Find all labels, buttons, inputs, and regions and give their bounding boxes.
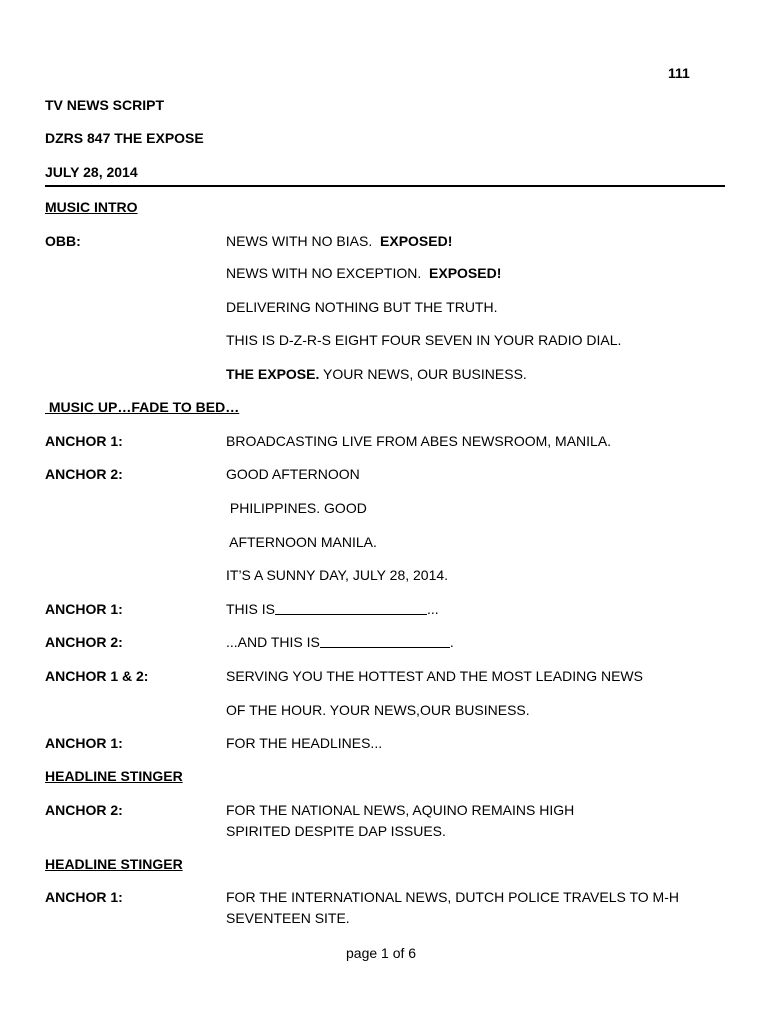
label-obb: OBB:	[45, 233, 81, 249]
line-good-afternoon-2: PHILIPPINES. GOOD	[226, 500, 367, 516]
obb-line-1	[226, 232, 452, 250]
script-type: TV NEWS SCRIPT	[45, 97, 165, 113]
and-this-is-text: ...AND THIS IS	[226, 634, 320, 650]
label-anchor1: ANCHOR 1:	[45, 735, 123, 751]
obb-line-1-text: NEWS WITH NO BIAS.	[226, 233, 381, 249]
line-international-2: SEVENTEEN SITE.	[226, 910, 350, 926]
line-sunny-day: IT’S A SUNNY DAY, JULY 28, 2014.	[226, 567, 449, 583]
line-national-2: SPIRITED DESPITE DAP ISSUES.	[226, 823, 446, 839]
label-anchor1: ANCHOR 1:	[45, 601, 123, 617]
name-blank	[275, 600, 427, 615]
and-this-is-end: .	[449, 634, 454, 650]
line-national-1: FOR THE NATIONAL NEWS, AQUINO REMAINS HIGH	[226, 802, 575, 818]
name-blank	[320, 633, 450, 648]
this-is-text: THIS IS	[226, 601, 276, 617]
obb-line-5-text: YOUR NEWS, OUR BUSINESS.	[319, 366, 527, 382]
obb-line-3: DELIVERING NOTHING BUT THE TRUTH.	[226, 299, 498, 315]
line-and-this-is	[226, 633, 454, 651]
line-headlines: FOR THE HEADLINES...	[226, 735, 383, 751]
line-good-afternoon-1: GOOD AFTERNOON	[226, 466, 360, 482]
line-serving-2: OF THE HOUR. YOUR NEWS,OUR BUSINESS.	[226, 702, 530, 718]
label-anchor2: ANCHOR 2:	[45, 802, 123, 818]
page-number-top: 111	[668, 65, 690, 81]
cue-music-up: MUSIC UP…FADE TO BED…	[45, 399, 240, 415]
label-anchor1: ANCHOR 1:	[45, 433, 123, 449]
cue-headline-stinger: HEADLINE STINGER	[45, 768, 183, 784]
script-date: JULY 28, 2014	[45, 164, 138, 180]
this-is-end: ...	[427, 601, 439, 617]
label-anchor2: ANCHOR 2:	[45, 466, 123, 482]
label-anchor-1-and-2: ANCHOR 1 & 2:	[45, 668, 149, 684]
obb-line-4: THIS IS D-Z-R-S EIGHT FOUR SEVEN IN YOUR RADIO DIAL.	[226, 332, 622, 348]
obb-line-2-text: NEWS WITH NO EXCEPTION.	[226, 265, 430, 281]
cue-headline-stinger: HEADLINE STINGER	[45, 856, 183, 872]
obb-line-1-bold: EXPOSED!	[380, 233, 453, 249]
obb-line-2	[226, 264, 501, 282]
obb-line-5	[226, 365, 527, 383]
label-anchor1: ANCHOR 1:	[45, 889, 123, 905]
obb-line-2-bold: EXPOSED!	[429, 265, 502, 281]
line-serving-1: SERVING YOU THE HOTTEST AND THE MOST LEADING NEWS	[226, 668, 643, 684]
label-anchor2: ANCHOR 2:	[45, 634, 123, 650]
page-footer: page 1 of 6	[346, 945, 417, 961]
line-broadcasting: BROADCASTING LIVE FROM ABES NEWSROOM, MANILA.	[226, 433, 612, 449]
line-this-is	[226, 600, 439, 618]
cue-music-intro: MUSIC INTRO	[45, 199, 138, 215]
obb-line-5-bold: THE EXPOSE.	[226, 366, 320, 382]
program-title: DZRS 847 THE EXPOSE	[45, 130, 204, 146]
header-rule	[45, 185, 725, 187]
line-international-1: FOR THE INTERNATIONAL NEWS, DUTCH POLICE TRAVELS TO M-H	[226, 889, 679, 905]
line-good-afternoon-3: AFTERNOON MANILA.	[226, 534, 377, 550]
